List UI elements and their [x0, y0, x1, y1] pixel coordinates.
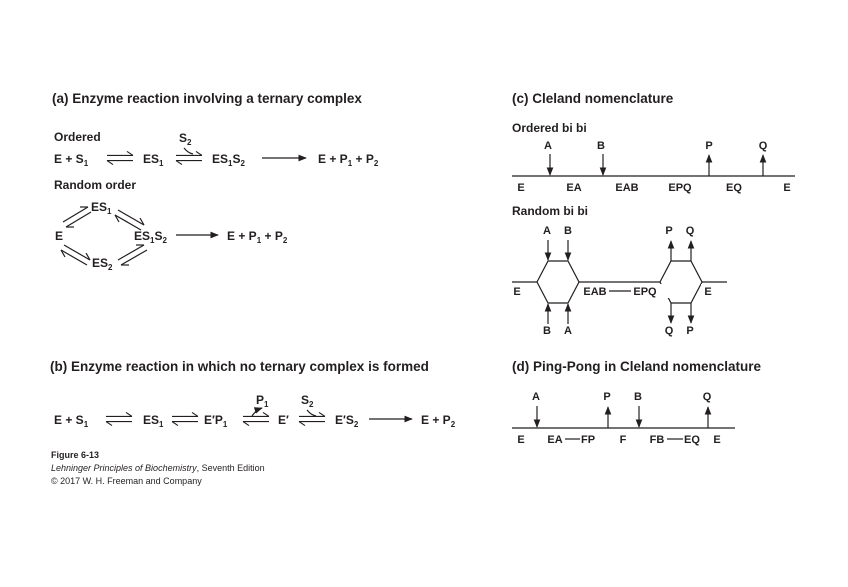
s2-entering-label: $S_2$: [301, 393, 314, 409]
panel-a-title: (a) Enzyme reaction involving a ternary complex: [52, 91, 362, 106]
panel-b: [50, 359, 456, 429]
product-p-label: P: [665, 225, 673, 237]
form-eq: EQ: [726, 182, 742, 194]
form-e: E: [517, 434, 525, 446]
form-epq: EPQ: [668, 182, 692, 194]
b-es1: $ES_1$: [143, 413, 164, 429]
form-e: E: [704, 286, 712, 298]
form-e: E: [517, 182, 525, 194]
random-es1s2: $ES_1S_2$: [134, 229, 167, 245]
ordered-e-plus-s1: $E + S_1$: [54, 152, 89, 168]
p1-release-curve: [252, 408, 262, 416]
panel-d-title: (d) Ping-Pong in Cleland nomenclature: [512, 359, 762, 374]
ordered-bi-bi-label: Ordered bi bi: [512, 121, 587, 135]
random-order-label: Random order: [54, 178, 137, 192]
form-e: E: [513, 286, 521, 298]
random-order-scheme: [55, 200, 288, 272]
form-e: E: [713, 434, 721, 446]
equilibrium-arrow: [243, 412, 269, 425]
substrate-b-label: B: [634, 391, 642, 403]
equilibrium-es1-to-es1s2: [115, 210, 144, 230]
form-epq: EPQ: [633, 286, 657, 298]
product-p-label: P: [603, 391, 611, 403]
p1-leaving-label: $P_1$: [256, 393, 269, 409]
random-es2: $ES_2$: [92, 256, 113, 272]
form-e: E: [783, 182, 791, 194]
random-bi-bi-diagram: [512, 225, 727, 337]
equilibrium-e-to-es2: [61, 245, 90, 265]
substrate-b-label: B: [564, 225, 572, 237]
form-eab: EAB: [583, 286, 607, 298]
ordered-equation: [54, 131, 379, 168]
s2-binding-curve: [307, 410, 316, 416]
form-f: F: [619, 434, 627, 446]
equilibrium-e-to-es1: [63, 207, 91, 227]
substrate-binding-hexagon: [537, 261, 579, 303]
ordered-bi-bi-diagram: [512, 140, 795, 194]
panel-b-title: (b) Enzyme reaction in which no ternary complex is formed: [50, 359, 429, 374]
book-credit: Lehninger Principles of Biochemistry, Seventh Edition: [51, 463, 265, 473]
figure-number: Figure 6-13: [51, 450, 100, 460]
figure-caption: [51, 450, 265, 486]
b-es2: $E'S_2$: [335, 413, 359, 429]
form-fb: FB: [649, 434, 665, 446]
equilibrium-arrow: [172, 412, 198, 425]
panel-a: [52, 91, 379, 272]
substrate-a-label: A: [543, 225, 551, 237]
product-p-label: P: [686, 325, 694, 337]
ordered-label: Ordered: [54, 130, 101, 144]
copyright: © 2017 W. H. Freeman and Company: [51, 476, 202, 486]
random-e: E: [55, 229, 64, 243]
substrate-a-label: A: [544, 140, 552, 152]
equilibrium-arrow: [106, 412, 132, 425]
substrate-b-label: B: [597, 140, 605, 152]
random-bi-bi-label: Random bi bi: [512, 204, 588, 218]
product-q-label: Q: [685, 225, 695, 237]
form-ea: EA: [566, 182, 582, 194]
equilibrium-arrow: [107, 151, 133, 164]
product-p-label: P: [705, 140, 713, 152]
substrate-b-label: B: [543, 325, 551, 337]
s2-entering-label: $S_2$: [179, 131, 192, 147]
random-products: $E + P_1 + P_2$: [227, 229, 288, 245]
form-eab: EAB: [615, 182, 639, 194]
form-eq: EQ: [684, 434, 700, 446]
ordered-es1: $ES_1$: [143, 152, 164, 168]
b-ep1: $E'P_1$: [204, 413, 228, 429]
panel-d: [512, 359, 761, 446]
equilibrium-arrow: [176, 151, 202, 164]
ordered-es1s2: $ES_1S_2$: [212, 152, 245, 168]
form-ea: EA: [547, 434, 563, 446]
b-e-plus-s1: $E + S_1$: [54, 413, 89, 429]
form-fp: FP: [580, 434, 596, 446]
equilibrium-es2-to-es1s2: [118, 245, 147, 265]
product-q-label: Q: [664, 325, 674, 337]
substrate-a-label: A: [532, 391, 540, 403]
s2-binding-curve: [184, 148, 193, 154]
b-e-prime: E′: [278, 413, 289, 427]
product-q-label: Q: [702, 391, 712, 403]
panel-c: [512, 91, 795, 337]
panel-c-title: (c) Cleland nomenclature: [512, 91, 674, 106]
product-q-label: Q: [758, 140, 768, 152]
ordered-products: $E + P_1 + P_2$: [318, 152, 379, 168]
random-es1: $ES_1$: [91, 200, 112, 216]
substrate-a-label: A: [564, 325, 572, 337]
b-products: $E + P_2$: [421, 413, 456, 429]
